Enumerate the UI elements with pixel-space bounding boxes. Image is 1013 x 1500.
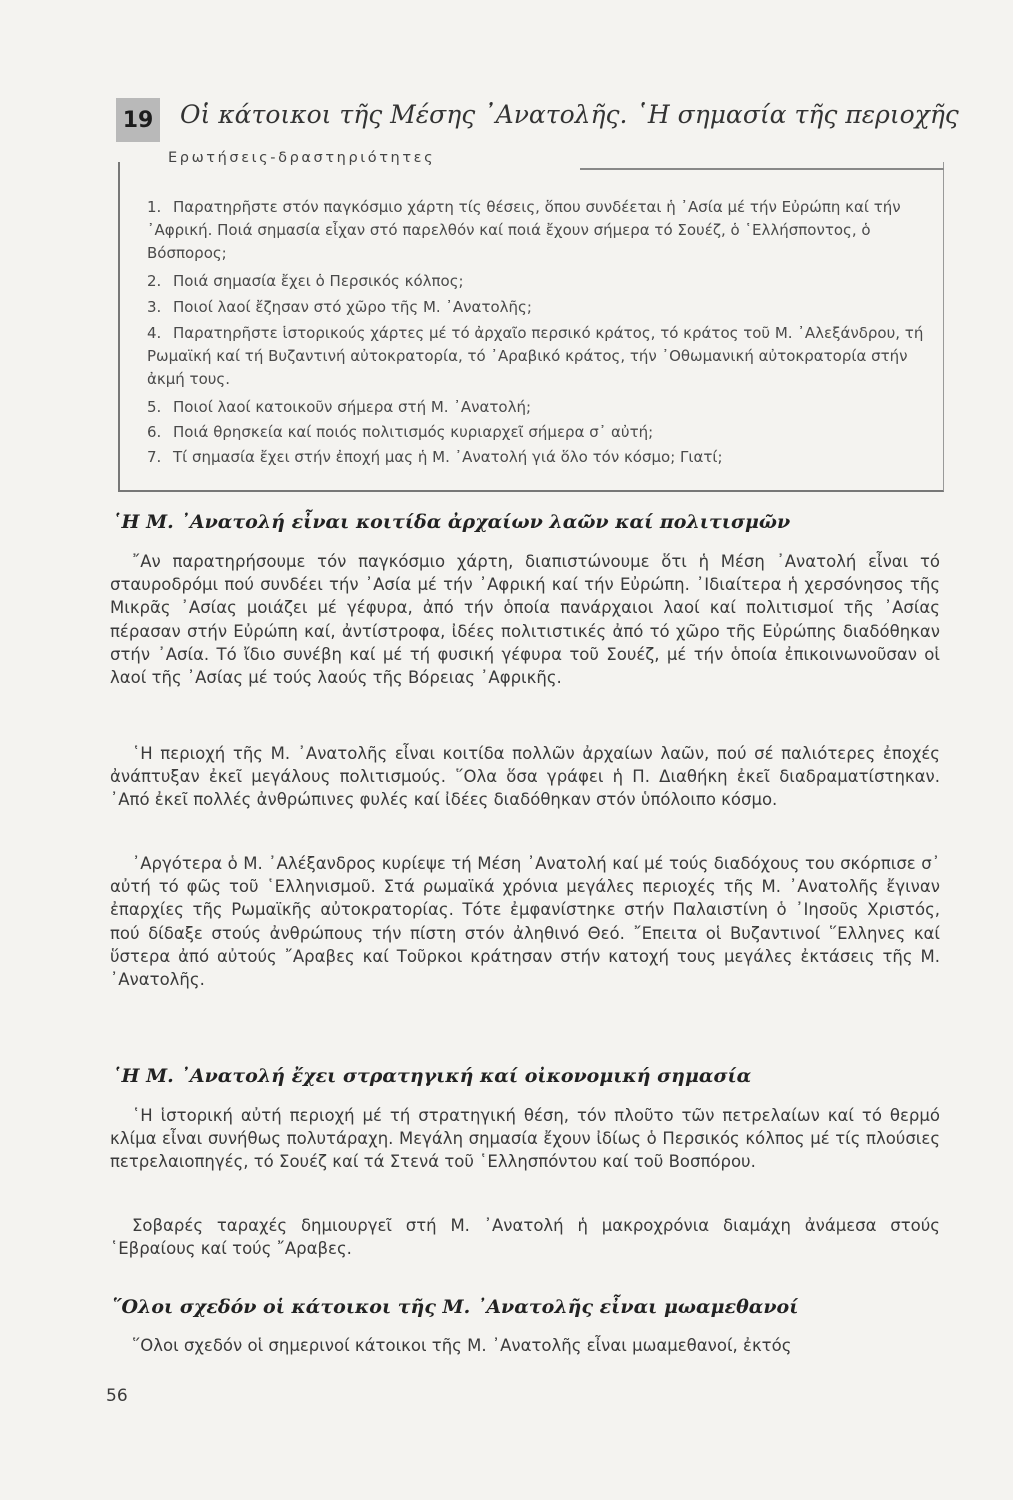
- question-text: Παρατηρῆστε στόν παγκόσμιο χάρτη τίς θέσεις, ὅπου συνδέεται ἡ ᾿Ασία μέ τήν Εὐρώπη καί τήν ᾿Αφρική. Ποιά σημασία εἶχαν στό παρελθόν καί ποιά ἔχουν σήμερα τό Σουέζ, ὁ ῾Ελλήσποντος, ὁ Βόσπορος;: [147, 198, 901, 262]
- question-item: [147, 396, 932, 419]
- question-text: Ποιά σημασία ἔχει ὁ Περσικός κόλπος;: [173, 272, 464, 290]
- paragraph: ῞Ολοι σχεδόν οἱ σημερινοί κάτοικοι τῆς Μ. ᾿Ανατολῆς εἶναι μωαμεθανοί, ἐκτός: [132, 1336, 792, 1355]
- questions-label: Ερωτήσεις-δραστηριότητες: [162, 150, 441, 166]
- section-heading-muslim-inhabitants: ῞Ολοι σχεδόν οἱ κάτοικοι τῆς Μ. ᾿Ανατολῆς εἶναι μωαμεθανοί: [112, 1296, 799, 1318]
- chapter-title: Οἱ κάτοικοι τῆς Μέσης ᾿Ανατολῆς. ῾Η σημασία τῆς περιοχῆς: [180, 100, 959, 129]
- question-item: [147, 196, 932, 265]
- question-number: 3.: [147, 298, 162, 316]
- section-heading-ancient-peoples: ῾Η Μ. ᾿Ανατολή εἶναι κοιτίδα ἀρχαίων λαῶν καί πολιτισμῶν: [112, 511, 791, 533]
- question-number: 5.: [147, 398, 162, 416]
- paragraph: ῎Αν παρατηρήσουμε τόν παγκόσμιο χάρτη, διαπιστώνουμε ὅτι ἡ Μέση ᾿Ανατολή εἶναι τό σταυροδρόμι πού συνδέει τήν ᾿Ασία μέ τήν ᾿Αφρική καί τήν Εὐρώπη. ᾿Ιδιαίτερα ἡ χερσόνησος τῆς Μικρᾶς ᾿Ασίας μοιάζει μέ γέφυρα, ἀπό τήν ὁποία πανάρχαιοι λαοί καί πολιτισμοί τῆς ᾿Ασίας πέρασαν στήν Εὐρώπη καί, ἀντίστροφα, ἰδέες πολιτιστικές ἀπό τό χῶρο τῆς Εὐρώπης διαδόθηκαν στήν ᾿Ασία. Τό ἴδιο συνέβη καί μέ τή φυσική γέφυρα τοῦ Σουέζ, μέ τήν ὁποία ἐπικοινωνοῦσαν οἱ λαοί τῆς ᾿Ασίας μέ τούς λαούς τῆς Βόρειας ᾿Αφρικῆς.: [110, 552, 940, 688]
- paragraph: ῾Η ἱστορική αὐτή περιοχή μέ τή στρατηγική θέση, τόν πλοῦτο τῶν πετρελαίων καί τό θερμό κλίμα εἶναι συνήθως πολυτάραχη. Μεγάλη σημασία ἔχουν ἰδίως ὁ Περσικός κόλπος μέ τίς πλούσιες πετρελαιοπηγές, τό Σουέζ καί τά Στενά τοῦ ῾Ελλησπόντου καί τοῦ Βοσπόρου.: [110, 1106, 940, 1172]
- questions-box-top-rule: [580, 168, 944, 170]
- question-item: [147, 270, 932, 293]
- question-number: 4.: [147, 324, 162, 342]
- question-number: 6.: [147, 423, 162, 441]
- question-text: Τί σημασία ἔχει στήν ἐποχή μας ἡ Μ. ᾿Ανατολή γιά ὅλο τόν κόσμο; Γιατί;: [173, 448, 723, 466]
- question-item: [147, 296, 932, 319]
- question-number: 2.: [147, 272, 162, 290]
- paragraph: ᾿Αργότερα ὁ Μ. ᾿Αλέξανδρος κυρίεψε τή Μέση ᾿Ανατολή καί μέ τούς διαδόχους του σκόρπισε σ᾿ αὐτή τό φῶς τοῦ ῾Ελληνισμοῦ. Στά ρωμαϊκά χρόνια μεγάλες περιοχές τῆς Μ. ᾿Ανατολῆς ἔγιναν ἐπαρχίες τῆς Ρωμαϊκῆς αὐτοκρατορίας. Τότε ἐμφανίστηκε στήν Παλαιστίνη ὁ ᾿Ιησοῦς Χριστός, πού δίδαξε στούς ἀνθρώπους τήν πίστη στόν ἀληθινό Θεό. ῎Επειτα οἱ Βυζαντινοί ῞Ελληνες καί ὕστερα ἀπό αὐτούς ῎Αραβες καί Τοῦρκοι κράτησαν στήν κατοχή τους μεγάλες ἐκτάσεις τῆς Μ. ᾿Ανατολῆς.: [110, 854, 940, 990]
- paragraph: Σοβαρές ταραχές δημιουργεῖ στή Μ. ᾿Ανατολή ἡ μακροχρόνια διαμάχη ἀνάμεσα στούς ῾Εβραίους καί τούς ῎Αραβες.: [110, 1216, 940, 1259]
- question-text: Παρατηρῆστε ἱστορικούς χάρτες μέ τό ἀρχαῖο περσικό κράτος, τό κράτος τοῦ Μ. ᾿Αλεξάνδρου, τή Ρωμαϊκή καί τή Βυζαντινή αὐτοκρατορία, τό ᾿Αραβικό κράτος, τήν ᾿Οθωμανική αὐτοκρατορία στήν ἀκμή τους.: [147, 324, 924, 388]
- question-item: [147, 421, 932, 444]
- question-number: 7.: [147, 448, 162, 466]
- question-number: 1.: [147, 198, 162, 216]
- question-text: Ποιά θρησκεία καί ποιός πολιτισμός κυριαρχεῖ σήμερα σ᾿ αὐτή;: [173, 423, 654, 441]
- question-item: [147, 322, 932, 391]
- page-number: 56: [106, 1386, 128, 1406]
- question-text: Ποιοί λαοί ἔζησαν στό χῶρο τῆς Μ. ᾿Ανατολῆς;: [173, 298, 532, 316]
- question-item: [147, 446, 932, 469]
- section-heading-strategic-importance: ῾Η Μ. ᾿Ανατολή ἔχει στρατηγική καί οἰκονομική σημασία: [112, 1065, 752, 1087]
- paragraph: ῾Η περιοχή τῆς Μ. ᾿Ανατολῆς εἶναι κοιτίδα πολλῶν ἀρχαίων λαῶν, πού σέ παλιότερες ἐποχές ἀνάπτυξαν ἐκεῖ μεγάλους πολιτισμούς. ῞Ολα ὅσα γράφει ἡ Π. Διαθήκη ἐκεῖ διαδραματίστηκαν. ᾿Από ἐκεῖ πολλές ἀνθρώπινες φυλές καί ἰδέες διαδόθηκαν στόν ὑπόλοιπο κόσμο.: [110, 744, 940, 810]
- chapter-number: 19: [116, 98, 160, 142]
- question-text: Ποιοί λαοί κατοικοῦν σήμερα στή Μ. ᾿Ανατολή;: [173, 398, 532, 416]
